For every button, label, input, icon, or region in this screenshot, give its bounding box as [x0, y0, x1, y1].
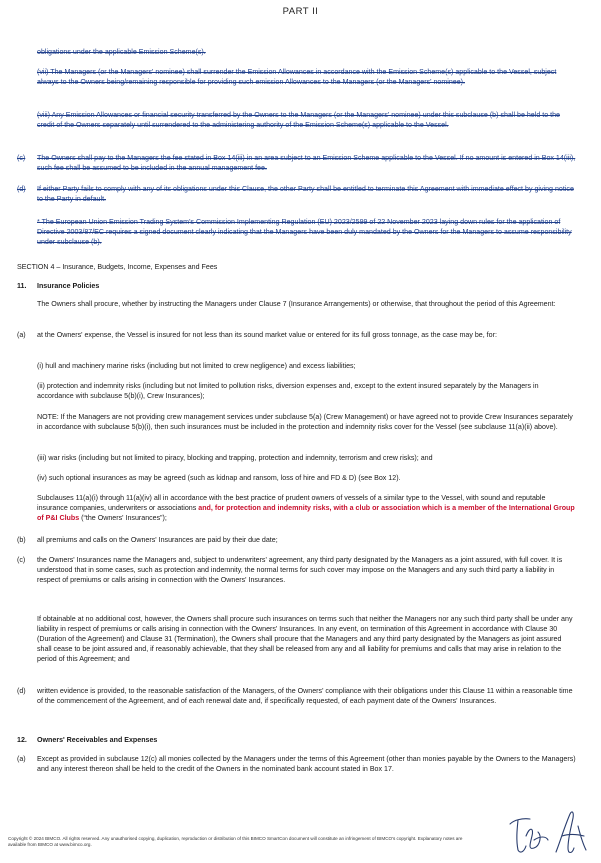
clause-11b-text: all premiums and calls on the Owners' Insurances are paid by their due date;	[37, 536, 278, 544]
struck-paragraph-d: If either Party fails to comply with any of its obligations under this Clause, the other Party shall be entitled to terminate this Agreement with immediate effect by giving notice to the Party in default.	[37, 185, 574, 204]
struck-paragraph-vii: (vii) The Managers (or the Managers' nominee) shall surrender the Emission Allowances in accordance with the Emission Scheme(s) applicable to the Vessel, subject always to the Owners being/remaining responsible for providing such emission Allowances to the Managers (or the Managers' nominee).	[37, 68, 557, 87]
clause-11a-i: (i) hull and machinery marine risks (including but not limited to crew negligence) and excess liabilities;	[37, 362, 356, 370]
struck-label-c: (c)	[17, 154, 26, 162]
section-4-title: SECTION 4 – Insurance, Budgets, Income, Expenses and Fees	[17, 263, 218, 271]
subclauses-text: Subclauses 11(a)(i) through 11(a)(iv) all in accordance with the best practice of prudent owners of vessels of a similar type to the Vessel, with sound and reputable insurance companies, underwriters or associations	[37, 494, 546, 513]
clause-11d-text: written evidence is provided, to the reasonable satisfaction of the Managers, of the Owners' compliance with their obligations under this Clause 11 within a reasonable time of the commencement of the Agreement, and of each renewal date and, if specifically requested, of each payment date of the Owners' Insurances.	[37, 687, 573, 706]
clause-11c-label: (c)	[17, 556, 26, 564]
struck-paragraph-c: The Owners shall pay to the Managers the fee stated in Box 14(iii) in an area subject to an Emission Scheme applicable to the Vessel. If no amount is entered in Box 14(iii), such fee shall be assumed to be included in the annual management fee.	[37, 154, 576, 173]
clause-12a-text: Except as provided in subclause 12(c) all monies collected by the Managers under the terms of this Agreement (other than monies payable by the Owners to the Managers) and any interest thereon shall be held to the credit of the Owners in the nominated bank account stated in Box 17.	[37, 755, 576, 774]
clause-12-title: Owners' Receivables and Expenses	[37, 736, 158, 744]
initials-stroke-2	[526, 829, 540, 848]
clause-11-number: 11.	[17, 282, 27, 290]
signature-stroke-1	[556, 812, 574, 853]
initials-stroke-1	[510, 819, 530, 852]
clause-11a-iii: (iii) war risks (including but not limited to piracy, blocking and trapping, protection and indemnity, terrorism and crew risks); and	[37, 454, 433, 462]
clause-11c-text-continued: If obtainable at no additional cost, however, the Owners shall procure such insurances on terms such that neither the Managers nor any such third party shall be under any liability in respect of premiums or calls arising in connection with the Owners' Insurances. In any event, on termination of this Agreement in accordance with Clause 30 (Duration of the Agreement) and Clause 31 (Termination), the Owners shall procure that the Managers and any third party designated by the Managers as joint assured shall cease to be joint assured and, if reasonably achievable, that they shall be released from any and all liability for premiums and calls that may arise in relation to the period of this Agreement; and	[37, 615, 573, 664]
struck-label-d: (d)	[17, 185, 26, 193]
clause-11d-label: (d)	[17, 687, 26, 695]
struck-paragraph-obligations: obligations under the applicable Emission Scheme(s).	[37, 48, 206, 56]
page-header: PART II	[282, 6, 319, 17]
subclauses-added-text: and, for protection and indemnity risks, with a club or association which is a member of the International Group of P&I Clubs	[37, 504, 575, 523]
clause-11a-subclauses	[37, 493, 577, 523]
subclauses-defined-term: (“the Owners' Insurances”);	[81, 514, 167, 523]
copyright-footer: Copyright © 2024 BIMCO. All rights reserved. Any unauthorised copying, duplication, reproduction or distribution of this BIMCO SmartCon document will constitute an infringement of BIMCO's copyright. Explanatory notes are available from BIMCO at www.bimco.org.	[8, 836, 463, 848]
clause-11c-text: the Owners' Insurances name the Managers and, subject to underwriters' agreement, any third party designated by the Managers as a joint assured, with full cover. It is understood that in some cases, such as protection and indemnity, the normal terms for such cover may impose on the Managers and any such third party a liability in respect of premiums or calls arising in connection with the Owners' Insurances.	[37, 556, 563, 585]
clause-12a-label: (a)	[17, 755, 26, 763]
clause-11b-label: (b)	[17, 536, 26, 544]
handwritten-initials-signature	[504, 806, 596, 858]
clause-11a-iv: (iv) such optional insurances as may be agreed (such as kidnap and ransom, loss of hire and FD & D) (see Box 12).	[37, 474, 401, 482]
clause-11a-text: at the Owners' expense, the Vessel is insured for not less than its sound market value or entered for its full gross tonnage, as the case may be, for:	[37, 331, 497, 339]
clause-11a-note: NOTE: If the Managers are not providing crew management services under subclause 5(a) (Crew Management) or have agreed not to provide Crew Insurances separately in accordance with subclause 5(b)(i), then such insurances must be included in the protection and indemnity risks cover for the Vessel (see subclause 11(a)(ii) above).	[37, 413, 573, 432]
clause-11-intro: The Owners shall procure, whether by instructing the Managers under Clause 7 (Insurance Arrangements) or otherwise, that throughout the period of this Agreement:	[37, 300, 556, 308]
struck-paragraph-viii: (viii) Any Emission Allowances or financial security transferred by the Owners to the Managers (or the Managers' nominee) under this subclause (b) shall be held to the credit of the Owners separately until surrendered to the administering authority of the Emission Scheme(s) applicable to the Vessel.	[37, 111, 560, 130]
clause-11-title: Insurance Policies	[37, 282, 100, 290]
clause-11a-label: (a)	[17, 331, 26, 339]
initials-stroke-3	[534, 837, 548, 840]
clause-11a-ii: (ii) protection and indemnity risks (including but not limited to pollution risks, diversion expenses and, except to the extent insured separately by the Managers in accordance with subclause 5(b)(i), Crew Insurances);	[37, 382, 539, 401]
struck-footnote: * The European Union Emission Trading System's Commission Implementing Regulation (EU) 2023/2599 of 22 November 2023 laying down rules for the application of Directive 2003/87/EC requires a signed document clearly indicating that the Managers have been duly mandated by the Owners for the Managers to assume responsibility under subclause (b).	[37, 218, 572, 247]
clause-12-number: 12.	[17, 736, 27, 744]
signature-stroke-2	[562, 826, 586, 850]
